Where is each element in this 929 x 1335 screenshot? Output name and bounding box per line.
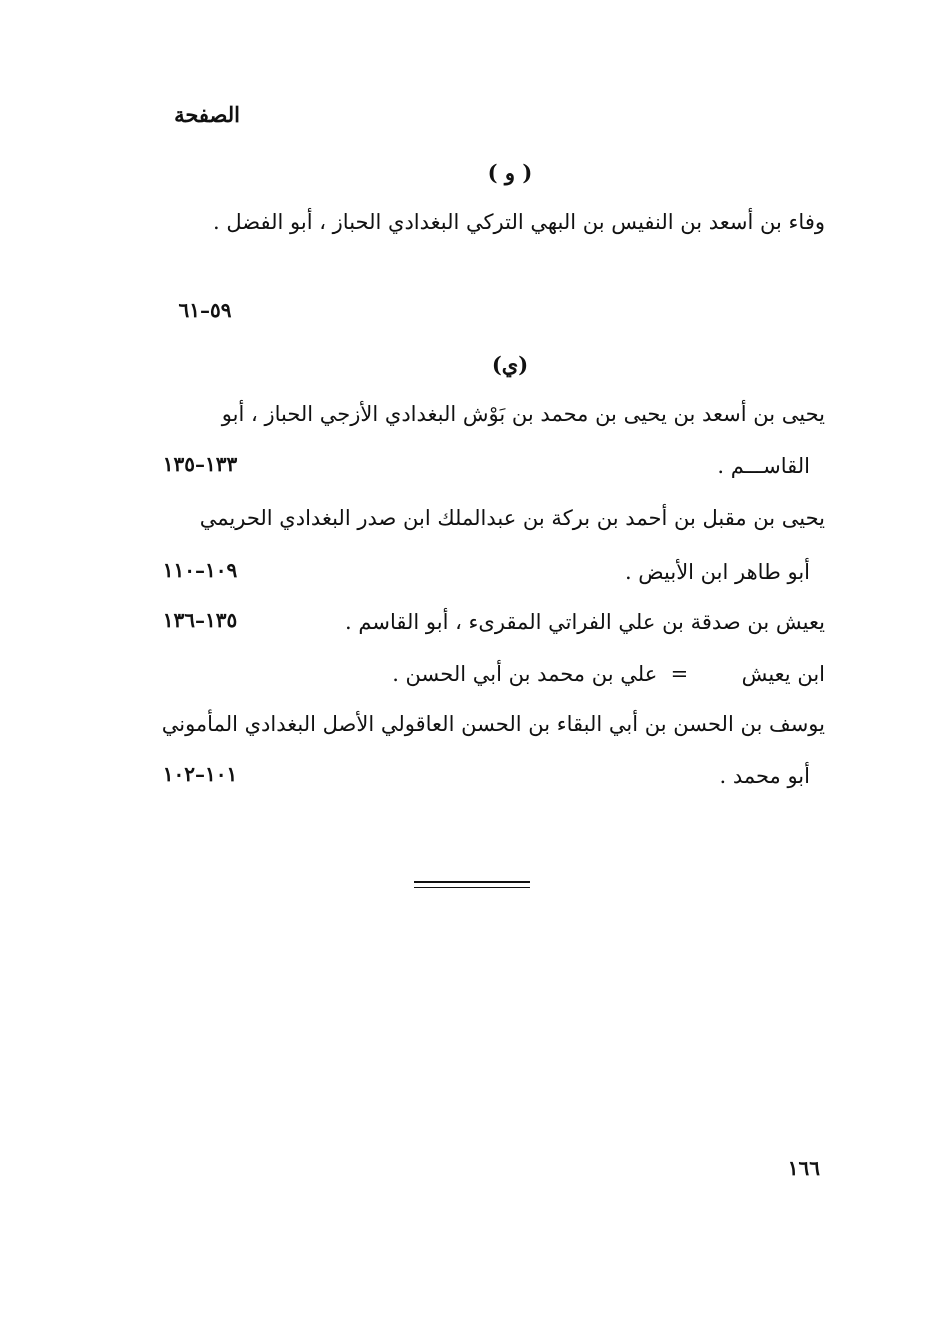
end-rule-top (414, 881, 530, 883)
cross-reference-line: ابن يعيش = علي بن محمد بن أبي الحسن . (392, 662, 825, 686)
section-letter-ya: (ي) (491, 352, 529, 377)
entry-line: يحيى بن مقبل بن أحمد بن بركة بن عبدالملك ابن صدر البغدادي الحريمي (199, 506, 825, 530)
entry-line: يوسف بن الحسن بن أبي البقاء بن الحسن العاقولي الأصل البغدادي المأموني (161, 712, 825, 736)
entry-line-continuation: أبو محمد . (719, 764, 810, 788)
entry-pages: ١٠١–١٠٢ (162, 762, 238, 786)
column-header-page: الصفحة (174, 102, 240, 127)
entry-pages: ١٣٣–١٣٥ (162, 452, 238, 476)
entry-line-continuation: أبو طاهر ابن الأبيض . (624, 560, 810, 584)
entry-pages: ١٣٥–١٣٦ (162, 608, 238, 632)
entry-line: وفاء بن أسعد بن النفيس بن البهي التركي البغدادي الحباز ، أبو الفضل . (213, 210, 825, 234)
entry-pages: ١٠٩–١١٠ (162, 558, 238, 582)
entry-line: يعيش بن صدقة بن علي الفراتي المقرىء ، أبو القاسم . (345, 610, 825, 634)
entry-line: يحيى بن أسعد بن يحيى بن محمد بن بَوْش البغدادي الأزجي الحباز ، أبو (221, 402, 825, 426)
page-number: ١٦٦ (787, 1156, 820, 1180)
end-rule-bottom (414, 887, 530, 888)
section-letter-waw: ( و ) (487, 160, 533, 185)
entry-pages: ٥٩–٦١ (178, 298, 232, 322)
entry-line-continuation: القاســـم . (717, 454, 810, 478)
